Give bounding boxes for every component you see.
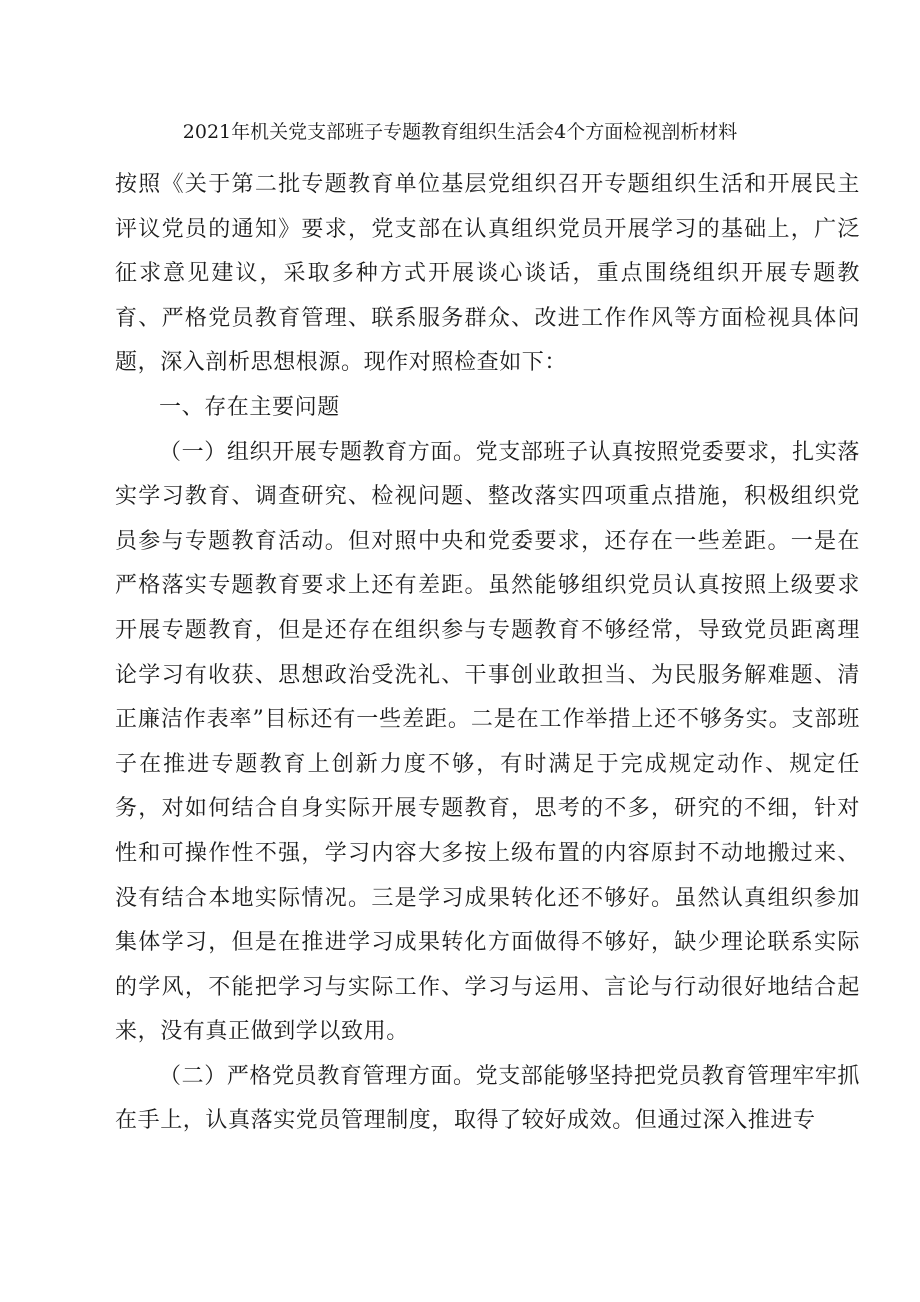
section-heading-problems: 一、存在主要问题 — [159, 394, 340, 420]
document-title: 2021年机关党支部班子专题教育组织生活会4个方面检视剖析材料 — [182, 121, 738, 143]
document-body — [115, 163, 860, 1144]
intro-paragraph: 按照《关于第二批专题教育单位基层党组织召开专题组织生活和开展民主评议党员的通知》要求，党支部在认真组织党员开展学习的基础上，广泛征求意见建议，采取多种方式开展谈心谈话，重点围绕组织开展专题教育、严格党员教育管理、联系服务群众、改进工作作风等方面检视具体问题，深入剖析思想根源。现作对照检查如下： — [115, 172, 860, 376]
paragraph-item-2: （二）严格党员教育管理方面。党支部能够坚持把党员教育管理牢牢抓在手上，认真落实党员管理制度，取得了较好成效。但通过深入推进专 — [115, 1063, 860, 1134]
paragraph-item-1: （一）组织开展专题教育方面。党支部班子认真按照党委要求，扎实落实学习教育、调查研究、检视问题、整改落实四项重点措施，积极组织党员参与专题教育活动。但对照中央和党委要求，还存在一些差距。一是在严格落实专题教育要求上还有差距。虽然能够组织党员认真按照上级要求开展专题教育，但是还存在组织参与专题教育不够经常，导致党员距离理论学习有收获、思想政治受洗礼、干事创业敢担当、为民服务解难题、清正廉洁作表率”目标还有一些差距。二是在工作举措上还不够务实。支部班子在推进专题教育上创新力度不够，有时满足于完成规定动作、规定任务，对如何结合自身实际开展专题教育，思考的不多，研究的不细，针对性和可操作性不强，学习内容大多按上级布置的内容原封不动地搬过来、没有结合本地实际情况。三是学习成果转化还不够好。虽然认真组织参加集体学习，但是在推进学习成果转化方面做得不够好，缺少理论联系实际的学风，不能把学习与实际工作、学习与运用、言论与行动很好地结合起来，没有真正做到学以致用。 — [115, 439, 860, 1045]
